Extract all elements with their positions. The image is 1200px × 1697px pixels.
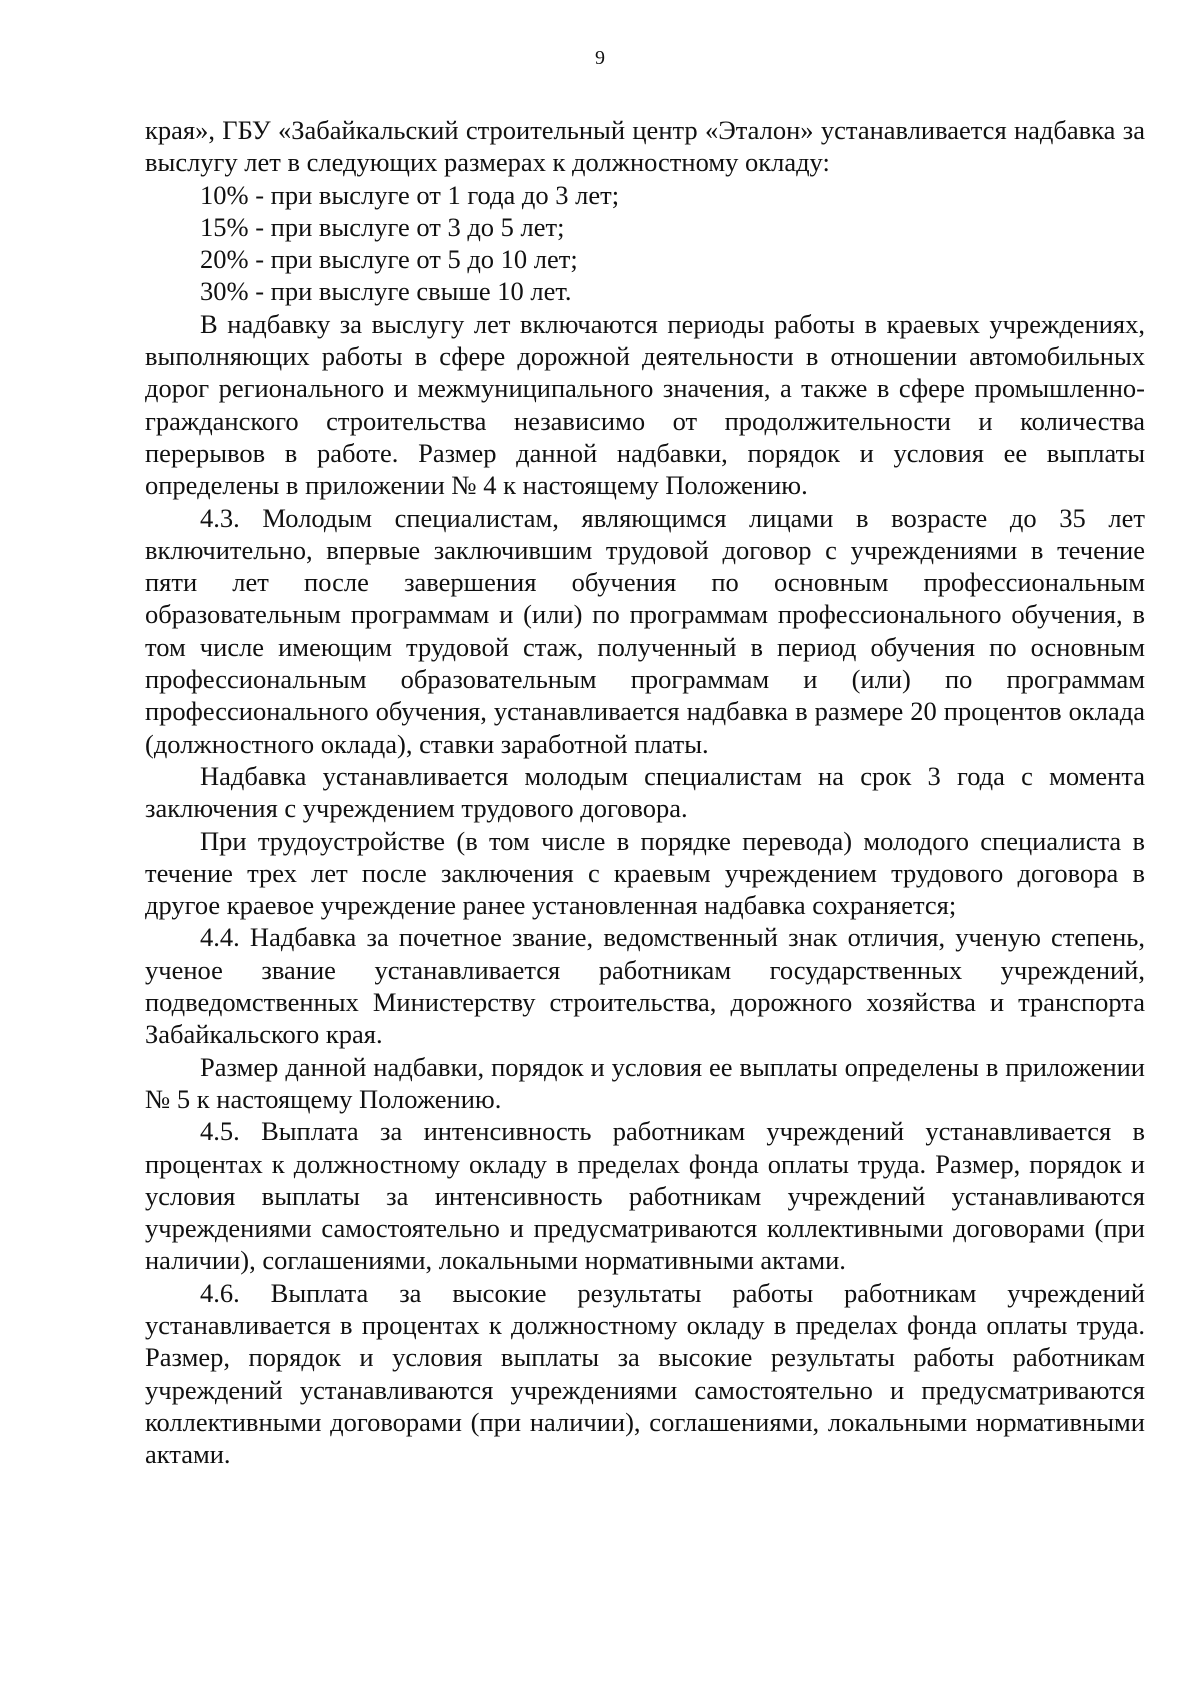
paragraph-section-4-5: 4.5. Выплата за интенсивность работникам учреждений устанавливается в процентах к должностному окладу в пределах фонда оплаты труда. Размер, порядок и условия выплаты за интенсивность работникам учреждений устанавливаются учреждениями самостоятельно и предусматриваются коллективными договорами (при наличии), соглашениями, локальными нормативными актами. bbox=[145, 1116, 1145, 1276]
document-body bbox=[145, 114, 1145, 1470]
paragraph-service-periods: В надбавку за выслугу лет включаются периоды работы в краевых учреждениях, выполняющих работы в сфере дорожной деятельности в отношении автомобильных дорог регионального и межмуниципального значения, а также в сфере промышленно-гражданского строительства независимо от продолжительности и количества перерывов в работе. Размер данной надбавки, порядок и условия ее выплаты определены в приложении № 4 к настоящему Положению. bbox=[145, 308, 1145, 501]
paragraph-young-specialist-term: Надбавка устанавливается молодым специалистам на срок 3 года с момента заключения с учреждением трудового договора. bbox=[145, 760, 1145, 824]
list-item-bonus-30: 30% - при выслуге свыше 10 лет. bbox=[200, 276, 572, 307]
paragraph-continuation: края», ГБУ «Забайкальский строительный центр «Эталон» устанавливается надбавка за выслугу лет в следующих размерах к должностному окладу: bbox=[145, 115, 1145, 178]
paragraph-appendix-5: Размер данной надбавки, порядок и условия ее выплаты определены в приложении № 5 к настоящему Положению. bbox=[145, 1051, 1145, 1114]
list-item-bonus-10: 10% - при выслуге от 1 года до 3 лет; bbox=[200, 179, 620, 210]
list-item-bonus-15: 15% - при выслуге от 3 до 5 лет; bbox=[200, 211, 565, 242]
paragraph-section-4-6: 4.6. Выплата за высокие результаты работы работникам учреждений устанавливается в процентах к должностному окладу в пределах фонда оплаты труда. Размер, порядок и условия выплаты за высокие результаты работы работникам учреждений устанавливаются учреждениями самостоятельно и предусматриваются коллективными договорами (при наличии), соглашениями, локальными нормативными актами. bbox=[145, 1277, 1145, 1470]
paragraph-section-4-4: 4.4. Надбавка за почетное звание, ведомственный знак отличия, ученую степень, ученое звание устанавливается работникам государственных учреждений, подведомственных Министерству строительства, дорожного хозяйства и транспорта Забайкальского края. bbox=[145, 922, 1145, 1050]
page-number: 9 bbox=[595, 47, 605, 69]
paragraph-section-4-3: 4.3. Молодым специалистам, являющимся лицами в возрасте до 35 лет включительно, впервые заключившим трудовой договор с учреждениями в течение пяти лет после завершения обучения по основным профессиональным образовательным программам и (или) по программам профессионального обучения, в том числе имеющим трудовой стаж, полученный в период обучения по основным профессиональным образовательным программам и (или) по программам профессионального обучения, устанавливается надбавка в размере 20 процентов оклада (должностного оклада), ставки заработной платы. bbox=[145, 502, 1145, 759]
paragraph-transfer: При трудоустройстве (в том числе в порядке перевода) молодого специалиста в течение трех лет после заключения с краевым учреждением трудового договора в другое краевое учреждение ранее установленная надбавка сохраняется; bbox=[145, 825, 1145, 921]
list-item-bonus-20: 20% - при выслуге от 5 до 10 лет; bbox=[200, 244, 578, 275]
